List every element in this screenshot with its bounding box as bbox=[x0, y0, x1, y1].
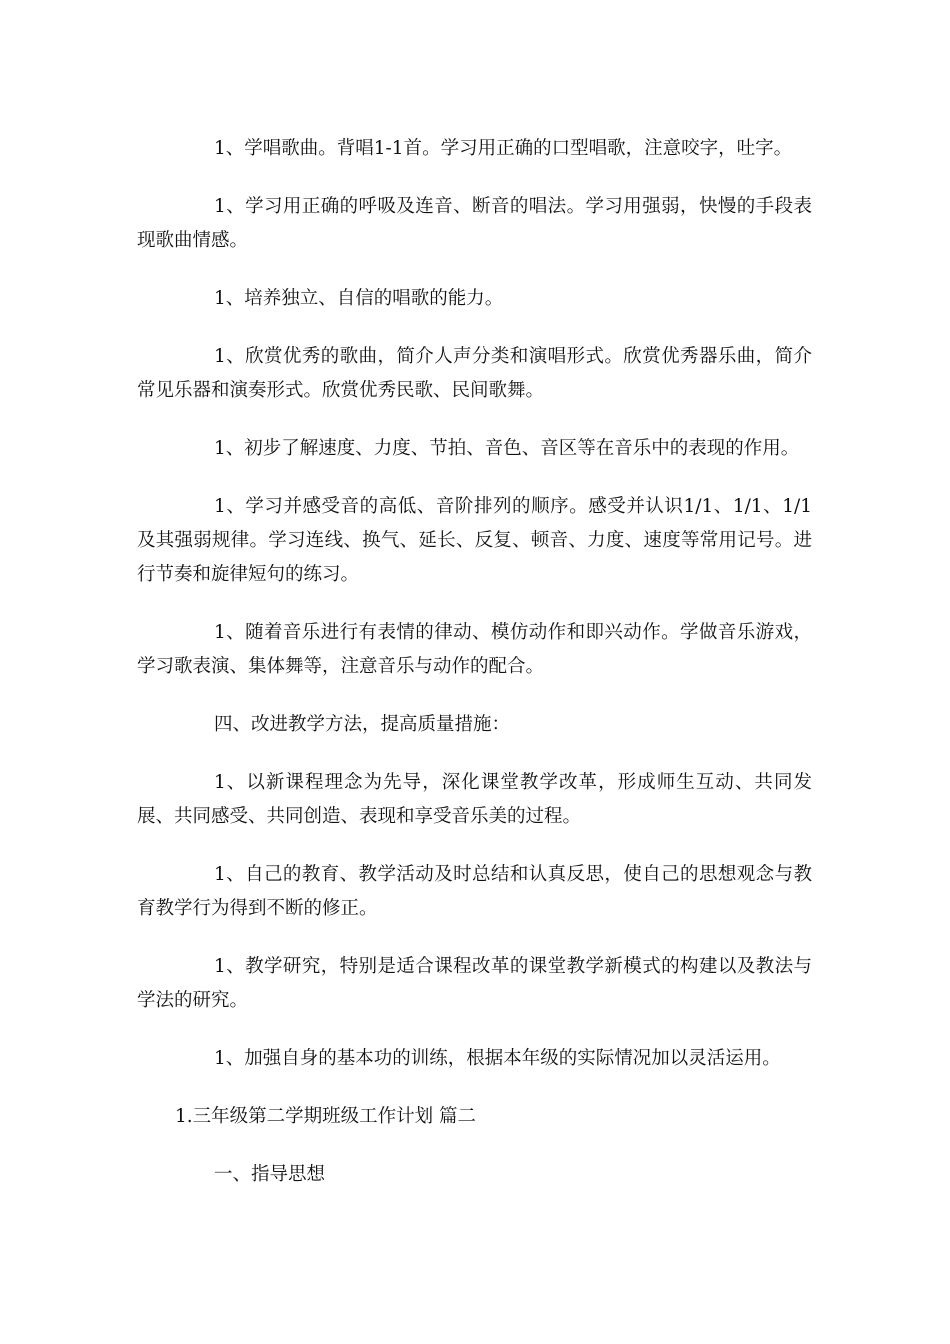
paragraph-independent-singing: 1、培养独立、自信的唱歌的能力。 bbox=[214, 288, 504, 309]
section-heading-teaching-methods: 四、改进教学方法，提高质量措施： bbox=[214, 714, 511, 735]
paragraph-pitch-and-notation: 1、学习并感受音的高低、音阶排列的顺序。感受并认识1/1、1/1、1/1及其强弱规律。学习连线、换气、延长、反复、顿音、力度、速度等常用记号。进行节奏和旋律短句的练习。 bbox=[137, 496, 812, 585]
paragraph-singing-basics: 1、学唱歌曲。背唱1-1首。学习用正确的口型唱歌，注意咬字，吐字。 bbox=[214, 138, 793, 159]
document-body bbox=[137, 132, 812, 1192]
paragraph-self-reflection: 1、自己的教育、教学活动及时总结和认真反思，使自己的思想观念与教育教学行为得到不断的修正。 bbox=[137, 864, 812, 919]
section-heading-guiding-ideology: 一、指导思想 bbox=[214, 1164, 326, 1185]
paragraph-movement: 1、随着音乐进行有表情的律动、模仿动作和即兴动作。学做音乐游戏，学习歌表演、集体舞等，注意音乐与动作的配合。 bbox=[137, 622, 812, 677]
paragraph-music-elements: 1、初步了解速度、力度、节拍、音色、音区等在音乐中的表现的作用。 bbox=[214, 438, 800, 459]
paragraph-teaching-research: 1、教学研究，特别是适合课程改革的课堂教学新模式的构建以及教法与学法的研究。 bbox=[137, 956, 812, 1011]
paragraph-new-curriculum: 1、以新课程理念为先导，深化课堂教学改革，形成师生互动、共同发展、共同感受、共同创造、表现和享受音乐美的过程。 bbox=[137, 772, 812, 827]
paragraph-breathing-technique: 1、学习用正确的呼吸及连音、断音的唱法。学习用强弱，快慢的手段表现歌曲情感。 bbox=[137, 196, 812, 251]
paragraph-basic-skills: 1、加强自身的基本功的训练，根据本年级的实际情况加以灵活运用。 bbox=[214, 1048, 781, 1069]
paragraph-appreciation: 1、欣赏优秀的歌曲，简介人声分类和演唱形式。欣赏优秀器乐曲，简介常见乐器和演奏形式。欣赏优秀民歌、民间歌舞。 bbox=[137, 346, 812, 401]
article-title-part-two: 1.三年级第二学期班级工作计划 篇二 bbox=[175, 1106, 477, 1127]
